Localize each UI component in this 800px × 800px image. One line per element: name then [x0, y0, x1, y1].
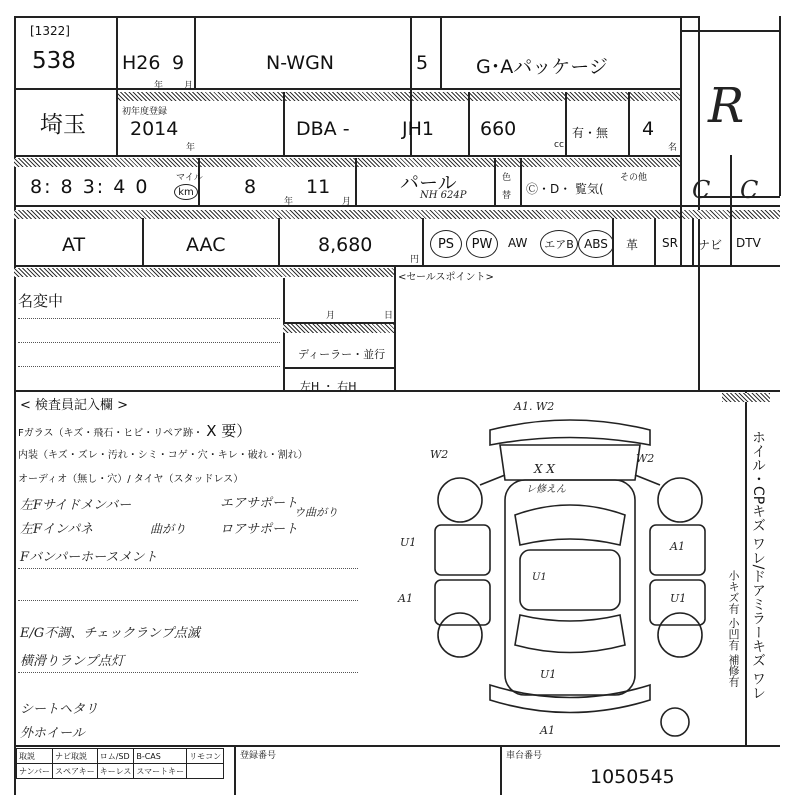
transmission: AT — [62, 234, 86, 256]
seats-unit: 名 — [668, 143, 678, 153]
accessory-rom: ロム/SD — [97, 749, 134, 764]
note-wheel: 外ホイール — [20, 726, 85, 741]
mark-w2-right: W2 — [636, 452, 655, 465]
mark-u1-left: U1 — [400, 536, 417, 549]
note-bend: 曲がり — [150, 522, 187, 536]
mark-front: A1. W2 — [514, 400, 555, 413]
mileage-digit: 8 — [60, 176, 75, 198]
month-label: 月 — [326, 311, 336, 321]
first-registration: 2014 — [130, 118, 179, 140]
mark-u1-right: U1 — [670, 592, 687, 605]
mileage-digit: 8 — [30, 176, 45, 198]
accessory-table — [16, 748, 224, 779]
note-seat: シートヘタリ — [20, 702, 99, 717]
equipment-aw: AW — [508, 236, 528, 250]
note-engine: E/G不調、チェックランプ点滅 — [20, 626, 200, 641]
mileage-unit-top: マイル — [176, 173, 203, 183]
inspection-year: 8 — [244, 176, 257, 198]
grade: G･Aパッケージ — [476, 56, 608, 78]
glass-line — [18, 420, 251, 441]
color: パール — [400, 172, 457, 194]
accessory-keyless: キーレス — [97, 764, 134, 779]
aircon: AAC — [186, 234, 226, 256]
steering-option: 左H ・ 右H — [300, 380, 357, 393]
inspection-month: 11 — [306, 176, 331, 198]
model-year: H26 — [122, 52, 161, 74]
mileage-digit: 0 — [135, 176, 150, 198]
mileage-digit: 4 — [113, 176, 128, 198]
damage-legend: ホイル・CPキズ ワレ/ドアミラーキズ ワレ — [750, 430, 766, 700]
accessory-manual: 取説 — [17, 749, 53, 764]
model-name: N-WGN — [266, 52, 335, 74]
mark-a1-right: A1 — [670, 540, 685, 553]
dealer-option: ディーラー・並行 — [298, 348, 386, 361]
mark-repair: レ修えん — [526, 484, 566, 495]
mark-a1-rear: A1 — [540, 724, 555, 737]
accessory-spare-key: スペアキー — [53, 764, 98, 779]
equipment-airbag: エアB — [540, 230, 578, 258]
color-options: Ⓒ・D・ 覧気( — [526, 182, 604, 196]
model-code-prefix: DBA - — [296, 118, 350, 140]
lot-prefix: [1322] — [30, 24, 70, 38]
glass-text: Fガラス（キズ・飛石・ヒビ・リペア跡・ — [18, 428, 204, 439]
mark-w2-left: W2 — [430, 448, 449, 461]
glass-mark: X 要） — [206, 422, 252, 440]
mark-u1-rear: U1 — [540, 668, 557, 681]
note-bumper: Fバンパーホースメント — [20, 550, 158, 565]
note-left-panel: 左Fインパネ — [20, 522, 94, 537]
note-left-side-member: 左Fサイドメンバー — [20, 498, 132, 513]
model-code: JH1 — [402, 118, 434, 140]
equipment-navi: ナビ — [698, 238, 723, 252]
damage-legend-secondary: 小キズ有 小凹有 補修有 — [727, 570, 740, 687]
grade-mark: R — [708, 78, 745, 134]
model-month: 9 — [172, 52, 185, 74]
frame-number: 1050545 — [590, 766, 675, 788]
lot-number: 538 — [32, 48, 76, 74]
km-unit: km — [174, 184, 198, 200]
color-label-top: 色 — [502, 173, 512, 183]
inspection-year-unit: 年 — [284, 197, 294, 207]
month-unit: 月 — [184, 81, 194, 91]
frame-label: 車台番号 — [506, 751, 543, 761]
score-exterior: C — [740, 176, 759, 204]
accessory-bcas: B-CAS — [134, 749, 187, 764]
mark-xx: X X — [534, 462, 555, 476]
accessory-remote: リモコン — [187, 749, 224, 764]
displacement: 660 — [480, 118, 517, 140]
audio-line: オーディオ（無し・穴）/ タイヤ（スタッドレス） — [18, 474, 244, 485]
inspection-month-unit: 月 — [342, 197, 352, 207]
note-slip-lamp: 横滑りランプ点灯 — [20, 654, 125, 669]
cc-unit: cc — [554, 140, 564, 150]
registration-label: 登録番号 — [240, 751, 277, 761]
sales-notes: 名変中 — [18, 292, 64, 310]
seats: 4 — [642, 118, 655, 140]
note-lower-support: ロアサポート — [220, 522, 299, 537]
inspector-title: < 検査員記入欄 > — [20, 398, 129, 413]
equipment-leather: 革 — [626, 238, 639, 252]
price: 8,680 — [318, 234, 373, 256]
mileage: 8: 8 3: 4 0 — [30, 176, 150, 198]
day-label: 日 — [384, 311, 394, 321]
score-interior: C — [692, 176, 711, 204]
equipment-abs: ABS — [578, 230, 614, 258]
accessory-empty — [187, 764, 224, 779]
equipment-pw: PW — [466, 230, 498, 258]
mark-a1-left: A1 — [398, 592, 413, 605]
car-diagram — [420, 405, 720, 740]
first-reg-unit: 年 — [186, 143, 196, 153]
color-label-bottom: 替 — [502, 191, 512, 201]
door-count: 5 — [416, 52, 429, 74]
region: 埼玉 — [40, 112, 86, 138]
note-air-support: エアサポート — [220, 496, 299, 511]
color-code: NH 624P — [420, 190, 467, 201]
equipment-ps: PS — [430, 230, 462, 258]
accessory-navi-manual: ナビ取説 — [53, 749, 98, 764]
equipment-dtv: DTV — [736, 236, 761, 250]
mileage-digit: 3 — [82, 176, 97, 198]
accessory-plate: ナンバー — [17, 764, 53, 779]
first-reg-caption: 初年度登録 — [122, 107, 168, 117]
mark-u1-roof: U1 — [532, 572, 547, 583]
sales-point-label: <セールスポイント> — [398, 272, 494, 283]
color-other: その他 — [620, 173, 648, 183]
note-bend2: ウ曲がり — [294, 506, 338, 519]
price-unit: 円 — [410, 255, 420, 265]
equipment-sr: SR — [662, 236, 678, 250]
wheel-option: 有・無 — [572, 126, 609, 140]
accessory-smart-key: スマートキー — [134, 764, 187, 779]
interior-line: 内装（キズ・ズレ・汚れ・シミ・コゲ・穴・キレ・破れ・割れ） — [18, 450, 308, 461]
year-unit: 年 — [154, 81, 164, 91]
